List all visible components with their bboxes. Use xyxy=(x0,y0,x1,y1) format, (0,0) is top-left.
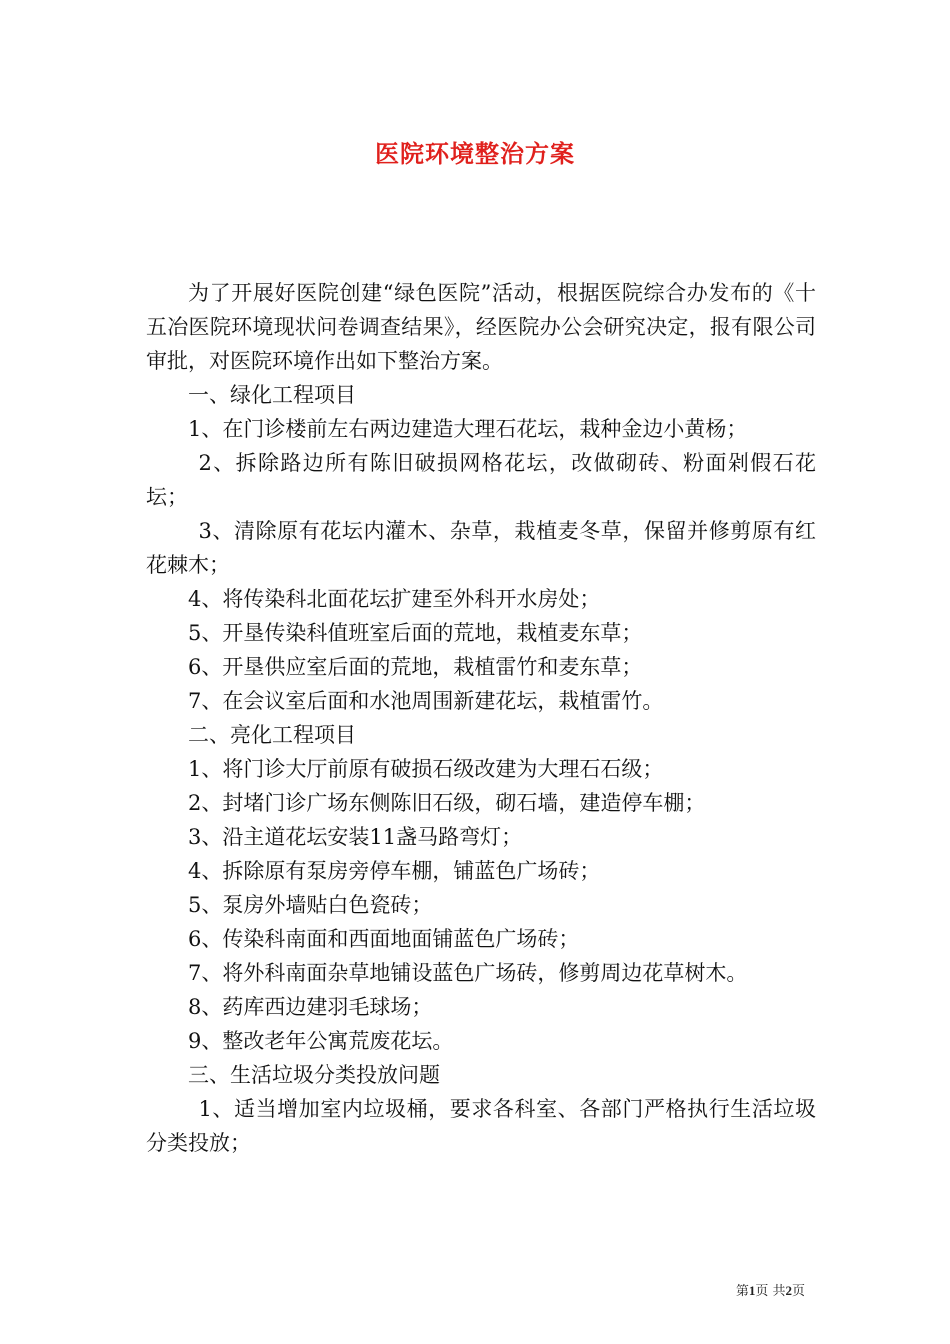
list-item: 9、整改老年公寓荒废花坛。 xyxy=(188,1029,454,1053)
section-heading-waste: 三、生活垃圾分类投放问题 xyxy=(188,1063,440,1087)
list-item: 6、传染科南面和西面地面铺蓝色广场砖； xyxy=(188,927,580,951)
list-item: 4、拆除原有泵房旁停车棚，铺蓝色广场砖； xyxy=(188,859,601,883)
list-item: 2、封堵门诊广场东侧陈旧石级，砌石墙，建造停车棚； xyxy=(188,791,706,815)
footer-total-pages: 2 xyxy=(785,1283,792,1298)
list-item: 3、清除原有花坛内灌木、杂草，栽植麦冬草，保留并修剪原有红花棘木； xyxy=(146,519,816,577)
page-title: 医院环境整治方案 xyxy=(375,139,575,168)
footer-prefix: 第 xyxy=(735,1284,749,1299)
footer-middle: 页 共 xyxy=(755,1284,786,1299)
footer-current-page: 1 xyxy=(748,1283,756,1298)
section-heading-lighting: 二、亮化工程项目 xyxy=(188,723,356,747)
document-body xyxy=(146,276,816,1160)
list-item: 7、将外科南面杂草地铺设蓝色广场砖，修剪周边花草树木。 xyxy=(188,961,748,985)
list-item: 8、药库西边建羽毛球场； xyxy=(188,995,433,1019)
list-item: 3、沿主道花坛安装11盏马路弯灯； xyxy=(188,825,523,849)
list-item: 1、在门诊楼前左右两边建造大理石花坛，栽种金边小黄杨； xyxy=(188,417,748,441)
list-item: 4、将传染科北面花坛扩建至外科开水房处； xyxy=(188,587,601,611)
list-item: 1、适当增加室内垃圾桶，要求各科室、各部门严格执行生活垃圾分类投放； xyxy=(146,1097,816,1155)
list-item: 5、泵房外墙贴白色瓷砖； xyxy=(188,893,433,917)
footer-suffix: 页 xyxy=(791,1284,805,1299)
intro-paragraph: 为了开展好医院创建“绿色医院”活动，根据医院综合办发布的《十五冶医院环境现状问卷调查结果》，经医院办公会研究决定，报有限公司审批，对医院环境作出如下整治方案。 xyxy=(146,281,816,373)
list-item: 6、开垦供应室后面的荒地，栽植雷竹和麦东草； xyxy=(188,655,643,679)
list-item: 2、拆除路边所有陈旧破损网格花坛，改做砌砖、粉面剁假石花坛； xyxy=(146,451,816,509)
list-item: 1、将门诊大厅前原有破损石级改建为大理石石级； xyxy=(188,757,664,781)
list-item: 5、开垦传染科值班室后面的荒地，栽植麦东草； xyxy=(188,621,643,645)
list-item: 7、在会议室后面和水池周围新建花坛，栽植雷竹。 xyxy=(188,689,664,713)
page-footer xyxy=(736,1280,805,1299)
section-heading-greening: 一、绿化工程项目 xyxy=(188,383,356,407)
